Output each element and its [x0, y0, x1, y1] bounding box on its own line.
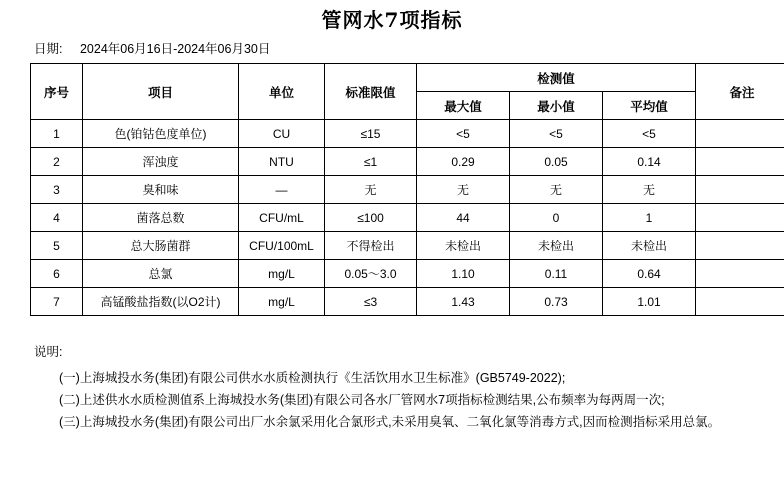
table-row	[31, 148, 784, 176]
cell-note	[696, 176, 784, 204]
cell-unit: CFU/mL	[239, 204, 325, 232]
cell-limit: 0.05～3.0	[325, 260, 417, 288]
cell-item: 高锰酸盐指数(以O2计)	[83, 288, 239, 316]
cell-min: <5	[510, 120, 603, 148]
table-row	[31, 288, 784, 316]
cell-seq: 4	[31, 204, 83, 232]
cell-min: 0.11	[510, 260, 603, 288]
cell-min: 0.05	[510, 148, 603, 176]
cell-max: 1.10	[417, 260, 510, 288]
page-title: 管网水7项指标	[321, 8, 463, 32]
cell-min: 未检出	[510, 232, 603, 260]
cell-avg: <5	[603, 120, 696, 148]
cell-unit: —	[239, 176, 325, 204]
cell-limit: ≤15	[325, 120, 417, 148]
cell-note	[696, 204, 784, 232]
table-row	[31, 232, 784, 260]
table-row	[31, 260, 784, 288]
header-item: 项目	[83, 64, 239, 120]
table-header-row-1	[31, 64, 784, 92]
note-item-2: (二)上述供水水质检测值系上海城投水务(集团)有限公司各水厂管网水7项指标检测结果,公布频率为每两周一次;	[59, 392, 665, 407]
cell-seq: 5	[31, 232, 83, 260]
water-quality-table	[30, 63, 784, 316]
cell-limit: 无	[325, 176, 417, 204]
date-value: 2024年06月16日-2024年06月30日	[79, 42, 271, 56]
cell-note	[696, 260, 784, 288]
cell-limit: 不得检出	[325, 232, 417, 260]
notes-section	[0, 342, 784, 434]
cell-note	[696, 232, 784, 260]
cell-avg: 未检出	[603, 232, 696, 260]
cell-avg: 1.01	[603, 288, 696, 316]
cell-avg: 无	[603, 176, 696, 204]
cell-unit: mg/L	[239, 260, 325, 288]
cell-item: 总氯	[83, 260, 239, 288]
note-item-3: (三)上海城投水务(集团)有限公司出厂水余氯采用化合氯形式,未采用臭氧、二氧化氯等消毒方式,因而检测指标采用总氯。	[59, 414, 721, 429]
cell-avg: 0.14	[603, 148, 696, 176]
cell-unit: CU	[239, 120, 325, 148]
cell-min: 0	[510, 204, 603, 232]
cell-unit: NTU	[239, 148, 325, 176]
cell-max: 未检出	[417, 232, 510, 260]
header-note: 备注	[696, 64, 784, 120]
cell-seq: 7	[31, 288, 83, 316]
header-unit: 单位	[239, 64, 325, 120]
cell-note	[696, 288, 784, 316]
cell-min: 无	[510, 176, 603, 204]
cell-seq: 3	[31, 176, 83, 204]
cell-avg: 1	[603, 204, 696, 232]
cell-limit: ≤1	[325, 148, 417, 176]
header-seq: 序号	[31, 64, 83, 120]
cell-seq: 6	[31, 260, 83, 288]
date-label: 日期:	[34, 42, 63, 56]
cell-min: 0.73	[510, 288, 603, 316]
cell-item: 总大肠菌群	[83, 232, 239, 260]
header-max: 最大值	[417, 92, 510, 120]
cell-note	[696, 148, 784, 176]
table-row	[31, 204, 784, 232]
cell-unit: CFU/100mL	[239, 232, 325, 260]
cell-max: 1.43	[417, 288, 510, 316]
header-avg: 平均值	[603, 92, 696, 120]
date-line	[0, 39, 784, 63]
cell-limit: ≤100	[325, 204, 417, 232]
cell-max: 44	[417, 204, 510, 232]
cell-item: 菌落总数	[83, 204, 239, 232]
cell-avg: 0.64	[603, 260, 696, 288]
header-min: 最小值	[510, 92, 603, 120]
cell-unit: mg/L	[239, 288, 325, 316]
cell-item: 色(铂钴色度单位)	[83, 120, 239, 148]
cell-item: 浑浊度	[83, 148, 239, 176]
cell-item: 臭和味	[83, 176, 239, 204]
cell-max: 无	[417, 176, 510, 204]
header-limit: 标准限值	[325, 64, 417, 120]
header-measured-group: 检测值	[417, 64, 696, 92]
cell-seq: 1	[31, 120, 83, 148]
note-item-1: (一)上海城投水务(集团)有限公司供水水质检测执行《生活饮用水卫生标准》(GB5749-2022);	[59, 370, 566, 385]
cell-limit: ≤3	[325, 288, 417, 316]
cell-seq: 2	[31, 148, 83, 176]
cell-max: 0.29	[417, 148, 510, 176]
table-row	[31, 176, 784, 204]
cell-note	[696, 120, 784, 148]
notes-title: 说明:	[34, 345, 63, 359]
table-row	[31, 120, 784, 148]
cell-max: <5	[417, 120, 510, 148]
